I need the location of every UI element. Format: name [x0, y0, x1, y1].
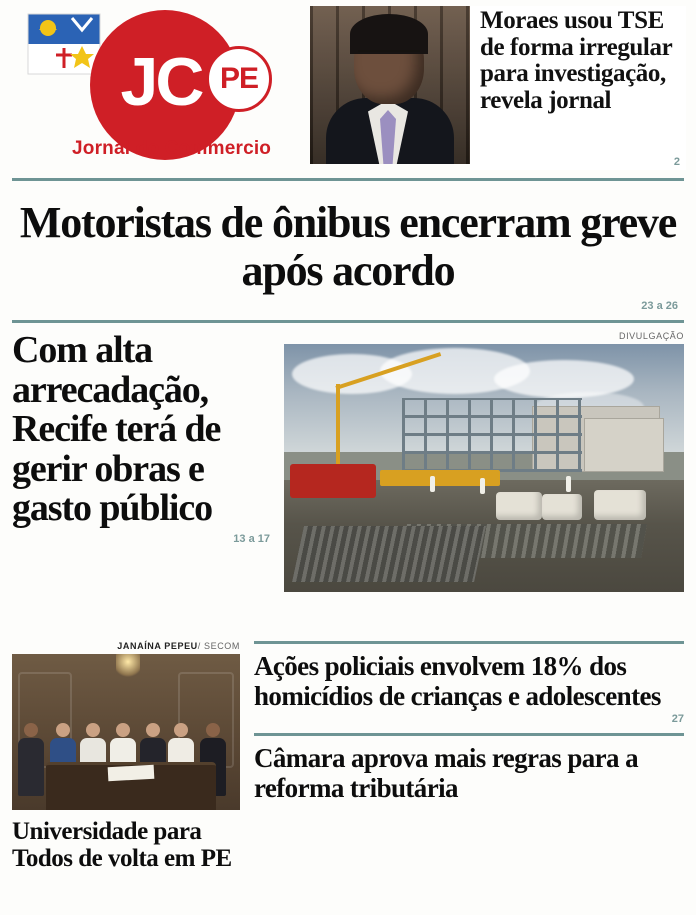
mid-left-story[interactable]	[12, 331, 270, 635]
credit-author: JANAÍNA PEPEU	[117, 641, 198, 652]
teaser-page-ref: 2	[673, 156, 680, 168]
lead-page-ref: 23 a 26	[641, 300, 678, 313]
top-teaser[interactable]	[310, 4, 686, 170]
mid-section	[0, 323, 696, 635]
lead-headline[interactable]: Motoristas de ônibus encerram greve após acordo	[19, 198, 677, 295]
masthead	[0, 0, 696, 172]
divider-rule-bottom-right-2	[254, 733, 684, 736]
lead-story[interactable]	[0, 181, 696, 314]
bottom-right-headline-2[interactable]: Câmara aprova mais regras para a reforma tributária	[254, 743, 639, 804]
bottom-right-headline-1[interactable]: Ações policiais envolvem 18% dos homicídios de crianças e adolescentes	[254, 651, 661, 711]
newspaper-logo[interactable]	[10, 4, 310, 159]
bottom-left-headline[interactable]: Universidade para Todos de volta em PE	[12, 818, 232, 873]
mid-right-photo-block	[284, 331, 684, 635]
bottom-left-story[interactable]	[12, 641, 240, 872]
jc-logo-text: JC	[120, 44, 202, 120]
photo-construction-site	[284, 344, 684, 592]
pe-badge-text: PE	[219, 62, 259, 95]
photo-signing-ceremony	[12, 654, 240, 810]
logo-subtitle: Jornal do Commercio	[72, 138, 272, 159]
photo-credit-signing	[12, 641, 240, 651]
bottom-section	[0, 635, 696, 872]
mid-left-headline[interactable]: Com alta arrecadação, Recife terá de gerir obras e gasto público	[12, 329, 221, 530]
mid-left-page-ref: 13 a 17	[233, 532, 270, 545]
teaser-headline[interactable]: Moraes usou TSE de forma irregular para investigação, revela jornal	[480, 7, 672, 114]
pe-logo-badge	[206, 46, 272, 112]
teaser-photo-moraes	[310, 6, 470, 164]
divider-rule-bottom-right	[254, 641, 684, 644]
bottom-right-stories	[254, 641, 684, 872]
bottom-right-page-ref-1: 27	[671, 713, 684, 726]
photo-credit-divulgacao: DIVULGAÇÃO	[618, 331, 684, 342]
credit-source: / SECOM	[197, 641, 240, 652]
teaser-text-block	[470, 6, 686, 170]
